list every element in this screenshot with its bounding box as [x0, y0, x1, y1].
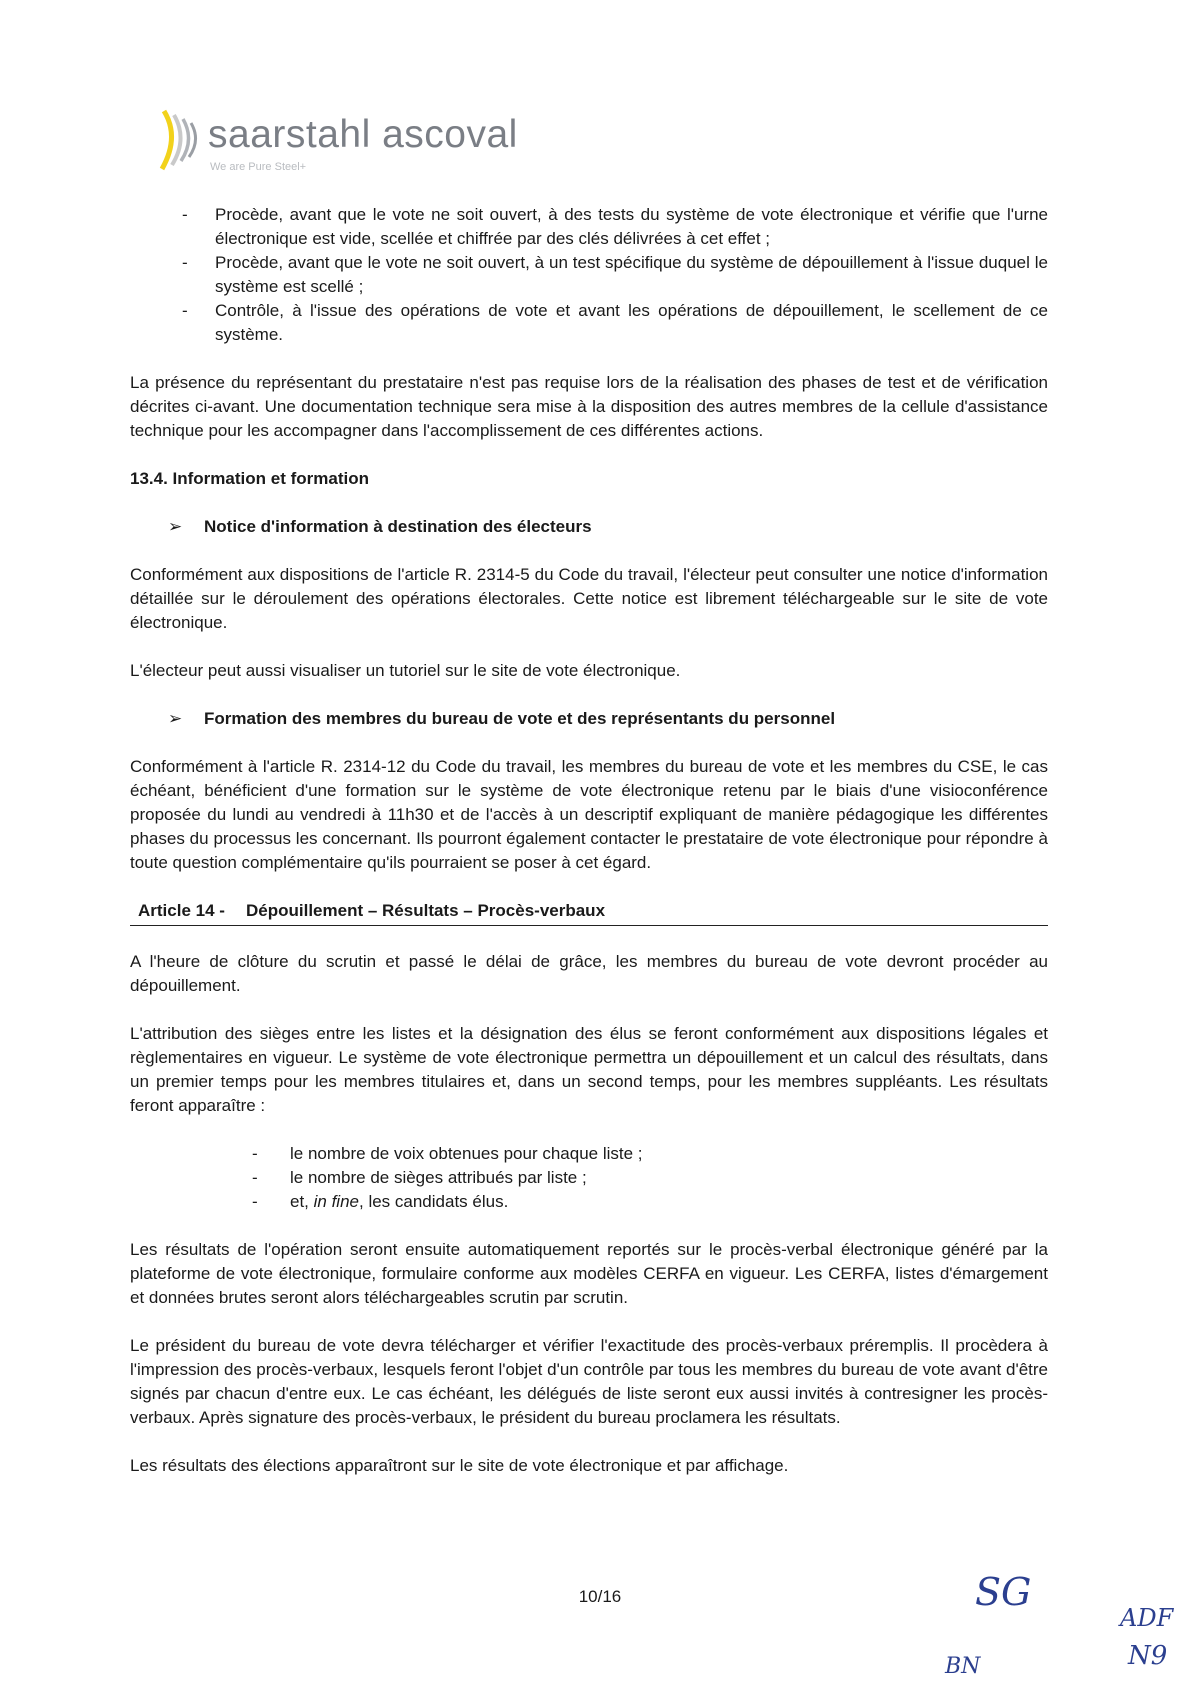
- document-body: [130, 203, 1048, 1478]
- arrow-bullet-icon: ➢: [168, 517, 183, 536]
- paragraph-tutoriel: L'électeur peut aussi visualiser un tutoriel sur le site de vote électronique.: [130, 661, 681, 680]
- list-item: - Procède, avant que le vote ne soit ouvert, à un test spécifique du système de dépouillement à l'issue duquel le système est scellé ;: [215, 251, 1048, 299]
- subheading-formation-label: Formation des membres du bureau de vote et des représentants du personnel: [204, 709, 836, 728]
- paragraph-affichage: Les résultats des élections apparaîtront sur le site de vote électronique et par affichage.: [130, 1456, 789, 1475]
- item-text-post: , les candidats élus.: [359, 1192, 509, 1211]
- company-logo: [158, 103, 518, 183]
- page-number: 10/16: [578, 1587, 622, 1606]
- logo-tagline: We are Pure Steel+: [210, 161, 307, 173]
- paragraph-formation: Conformément à l'article R. 2314-12 du Code du travail, les membres du bureau de vote et les membres du CSE, le cas échéant, bénéficient d'une formation sur le système de vote électronique retenu par le biais d'une visioconférence proposée du lundi au vendredi à 11h30 et de l'accès à un descriptif expliquant de manière pédagogique les différentes phases du processus les concernant. Ils pourront également contacter le prestataire de vote électronique pour répondre à toute question complémentaire qu'ils pourraient se poser à cet égard.: [130, 757, 1048, 872]
- paragraph-attribution: L'attribution des sièges entre les listes et la désignation des élus se feront conformément aux dispositions légales et règlementaires en vigueur. Le système de vote électronique permettra un dépouillement et un calcul des résultats, dans un premier temps pour les membres titulaires et, dans un second temps, pour les membres suppléants. Les résultats feront apparaître :: [130, 1024, 1048, 1115]
- initials-adf: ADF: [1120, 1604, 1174, 1632]
- paragraph-notice: Conformément aux dispositions de l'article R. 2314-5 du Code du travail, l'électeur peut consulter une notice d'information détaillée sur le déroulement des opérations électorales. Cette notice est librement téléchargeable sur le site de vote électronique.: [130, 565, 1048, 632]
- article-title: Dépouillement – Résultats – Procès-verbaux: [246, 901, 606, 920]
- initials-n9: N9: [1128, 1641, 1168, 1671]
- paragraph-president: Le président du bureau de vote devra télécharger et vérifier l'exactitude des procès-verbaux préremplis. Il procèdera à l'impression des procès-verbaux, lesquels feront l'objet d'un contrôle par tous les membres du bureau de vote avant d'être signés par chacun d'entre eux. Le cas échéant, les délégués de liste seront eux aussi invités à contresigner les procès-verbaux. Après signature des procès-verbaux, le président du bureau proclamera les résultats.: [130, 1336, 1048, 1427]
- article-number: Article 14 -: [138, 901, 225, 920]
- arrow-bullet-icon: ➢: [168, 709, 183, 728]
- list-item: [290, 1190, 1048, 1214]
- subheading-formation: [130, 707, 1048, 731]
- arc-waves-logo-icon: [158, 105, 206, 175]
- subheading-notice-label: Notice d'information à destination des électeurs: [204, 517, 592, 536]
- list-item: - le nombre de sièges attribués par liste ;: [290, 1166, 1048, 1190]
- subheading-notice: [130, 515, 1048, 539]
- bullet-list-resultats: [130, 1142, 1048, 1214]
- section-heading-13-4: 13.4. Information et formation: [130, 469, 369, 488]
- item-text-pre: et,: [290, 1192, 314, 1211]
- paragraph-cloture: A l'heure de clôture du scrutin et passé le délai de grâce, les membres du bureau de vote devront procéder au dépouillement.: [130, 952, 1048, 995]
- item-text-italic: in fine: [313, 1192, 359, 1211]
- initials-sg: SG: [975, 1570, 1032, 1614]
- initials-bn: BN: [945, 1654, 981, 1679]
- list-item: - le nombre de voix obtenues pour chaque liste ;: [290, 1142, 1048, 1166]
- paragraph-reportes: Les résultats de l'opération seront ensuite automatiquement reportés sur le procès-verbal électronique généré par la plateforme de vote électronique, formulaire conforme aux modèles CERFA en vigueur. Les CERFA, listes d'émargement et données brutes seront alors téléchargeables scrutin par scrutin.: [130, 1240, 1048, 1307]
- list-item: - Procède, avant que le vote ne soit ouvert, à des tests du système de vote électronique et vérifie que l'urne électronique est vide, scellée et chiffrée par des clés délivrées à cet effet ;: [215, 203, 1048, 251]
- article-14-heading: [130, 899, 1048, 926]
- logo-name: saarstahl ascoval: [208, 113, 518, 156]
- paragraph-presence: La présence du représentant du prestataire n'est pas requise lors de la réalisation des phases de test et de vérification décrites ci-avant. Une documentation technique sera mise à la disposition des autres membres de la cellule d'assistance technique pour les accompagner dans l'accomplissement de ces différentes actions.: [130, 373, 1048, 440]
- list-item: - Contrôle, à l'issue des opérations de vote et avant les opérations de dépouillement, le scellement de ce système.: [215, 299, 1048, 347]
- bullet-list-tests: [130, 203, 1048, 347]
